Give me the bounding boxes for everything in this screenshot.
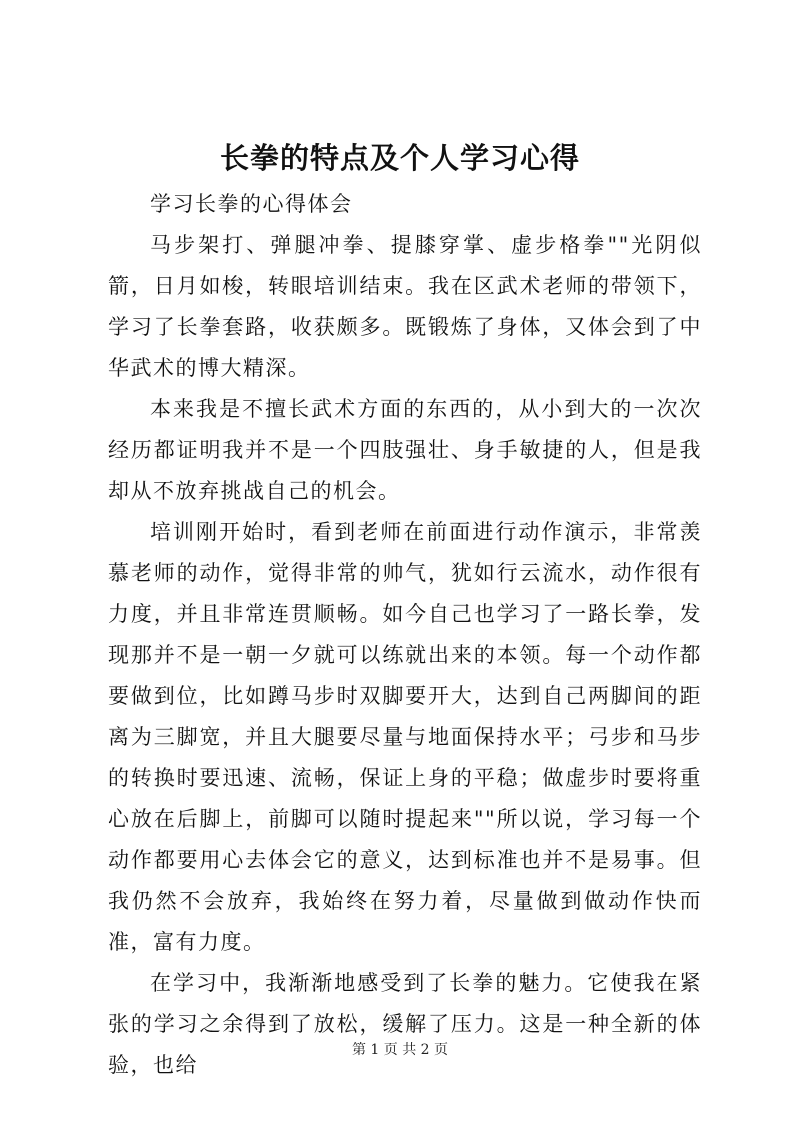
document-body xyxy=(108,184,702,1086)
document-title: 长拳的特点及个人学习心得 xyxy=(219,141,580,175)
paragraph: 在学习中，我渐渐地感受到了长拳的魅力。它使我在紧张的学习之余得到了放松，缓解了压力。这是一种全新的体验，也给 xyxy=(108,971,702,1077)
paragraph-heading: 学习长拳的心得体会 xyxy=(150,192,353,216)
paragraph: 培训刚开始时，看到老师在前面进行动作演示，非常羡慕老师的动作，觉得非常的帅气，犹如行云流水，动作很有力度，并且非常连贯顺畅。如今自己也学习了一路长拳，发现那并不是一朝一夕就可以练就出来的本领。每一个动作都要做到位，比如蹲马步时双脚要开大，达到自己两脚间的距离为三脚宽，并且大腿要尽量与地面保持水平；弓步和马步的转换时要迅速、流畅，保证上身的平稳；做虚步时要将重心放在后脚上，前脚可以随时提起来""所以说，学习每一个动作都要用心去体会它的意义，达到标准也并不是易事。但我仍然不会放弃，我始终在努力着，尽量做到做动作快而准，富有力度。 xyxy=(108,520,702,954)
paragraph: 本来我是不擅长武术方面的东西的，从小到大的一次次经历都证明我并不是一个四肢强壮、身手敏捷的人，但是我却从不放弃挑战自己的机会。 xyxy=(108,397,702,503)
page-footer: 第 1 页 共 2 页 xyxy=(351,1042,449,1058)
paragraph: 马步架打、弹腿冲拳、提膝穿掌、虚步格拳""光阴似箭，日月如梭，转眼培训结束。我在区武术老师的带领下，学习了长拳套路，收获颇多。既锻炼了身体，又体会到了中华武术的博大精深。 xyxy=(108,233,702,380)
